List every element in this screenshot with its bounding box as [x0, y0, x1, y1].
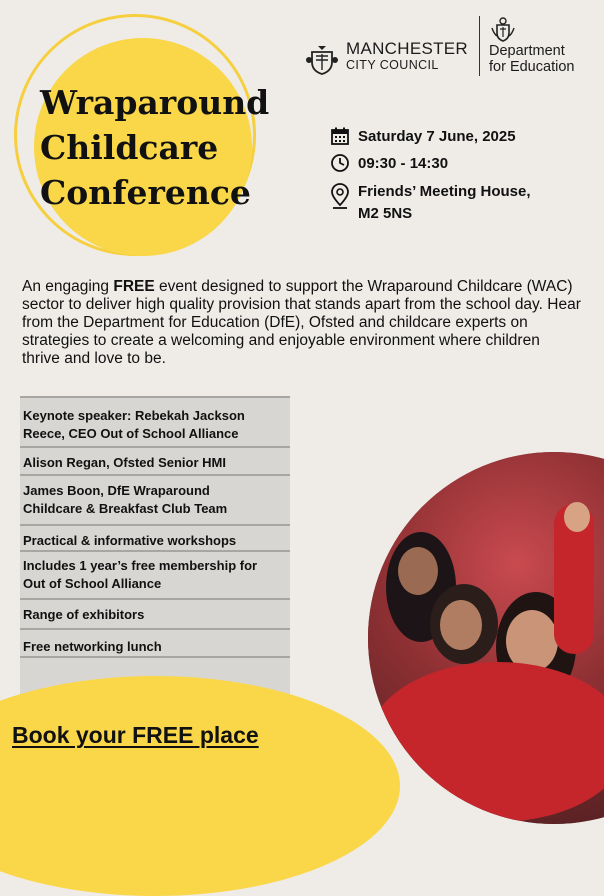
venue-line-1: Friends’ Meeting House, — [358, 183, 531, 200]
list-item: James Boon, DfE Wraparound Childcare & Breakfast Club Team — [20, 474, 290, 526]
event-date-text: Saturday 7 June, 2025 — [358, 128, 516, 145]
dfe-line-1: Department — [489, 43, 565, 59]
royal-arms-icon — [489, 16, 517, 44]
list-item: Practical & informative workshops — [20, 524, 290, 554]
manchester-city-council-wordmark — [346, 40, 468, 73]
manchester-crest-icon — [306, 44, 338, 76]
location-pin-icon — [330, 181, 350, 211]
book-place-link[interactable]: Book your FREE place — [12, 722, 259, 748]
list-item: Includes 1 year’s free membership for Out of School Alliance — [20, 550, 290, 600]
list-item: Free networking lunch — [20, 628, 290, 658]
title-line-2: Childcare — [40, 128, 219, 167]
list-item: Range of exhibitors — [20, 598, 290, 628]
photo-raised-hand — [564, 502, 590, 532]
children-photo — [368, 452, 604, 824]
venue-line-2: M2 5NS — [358, 205, 413, 222]
event-venue-text — [358, 181, 531, 225]
intro-after: event designed to support the Wraparound Childcare (WAC) sector to deliver high quality provision that stands apart from the school day. Hear from the Department for Education (DfE), Ofsted and childcare experts on strategies to create a welcoming and enjoyable environment where children thrive and love to be. — [22, 278, 581, 367]
calendar-icon — [330, 126, 350, 146]
mcc-line-2: CITY COUNCIL — [346, 58, 439, 72]
event-description — [22, 278, 582, 368]
logo-divider — [479, 16, 480, 76]
photo-child-middle-face — [440, 600, 482, 650]
department-for-education-wordmark — [489, 43, 574, 75]
list-item: Keynote speaker: Rebekah Jackson Reece, CEO Out of School Alliance — [20, 396, 290, 452]
list-item: Alison Regan, Ofsted Senior HMI — [20, 446, 290, 476]
sponsor-logos — [306, 16, 586, 76]
mcc-line-1: MANCHESTER — [346, 39, 469, 58]
conference-title — [40, 80, 269, 215]
clock-icon — [330, 153, 350, 173]
photo-child-left-face — [398, 547, 438, 595]
decorative-yellow-shape-fill — [0, 702, 310, 822]
title-line-3: Conference — [40, 173, 251, 212]
event-time-text: 09:30 - 14:30 — [358, 155, 449, 172]
programme-list-panel — [20, 396, 290, 696]
title-line-1: Wraparound — [40, 83, 270, 122]
dfe-line-2: for Education — [489, 59, 575, 75]
intro-before: An engaging — [22, 278, 114, 295]
intro-highlight: FREE — [113, 278, 155, 295]
